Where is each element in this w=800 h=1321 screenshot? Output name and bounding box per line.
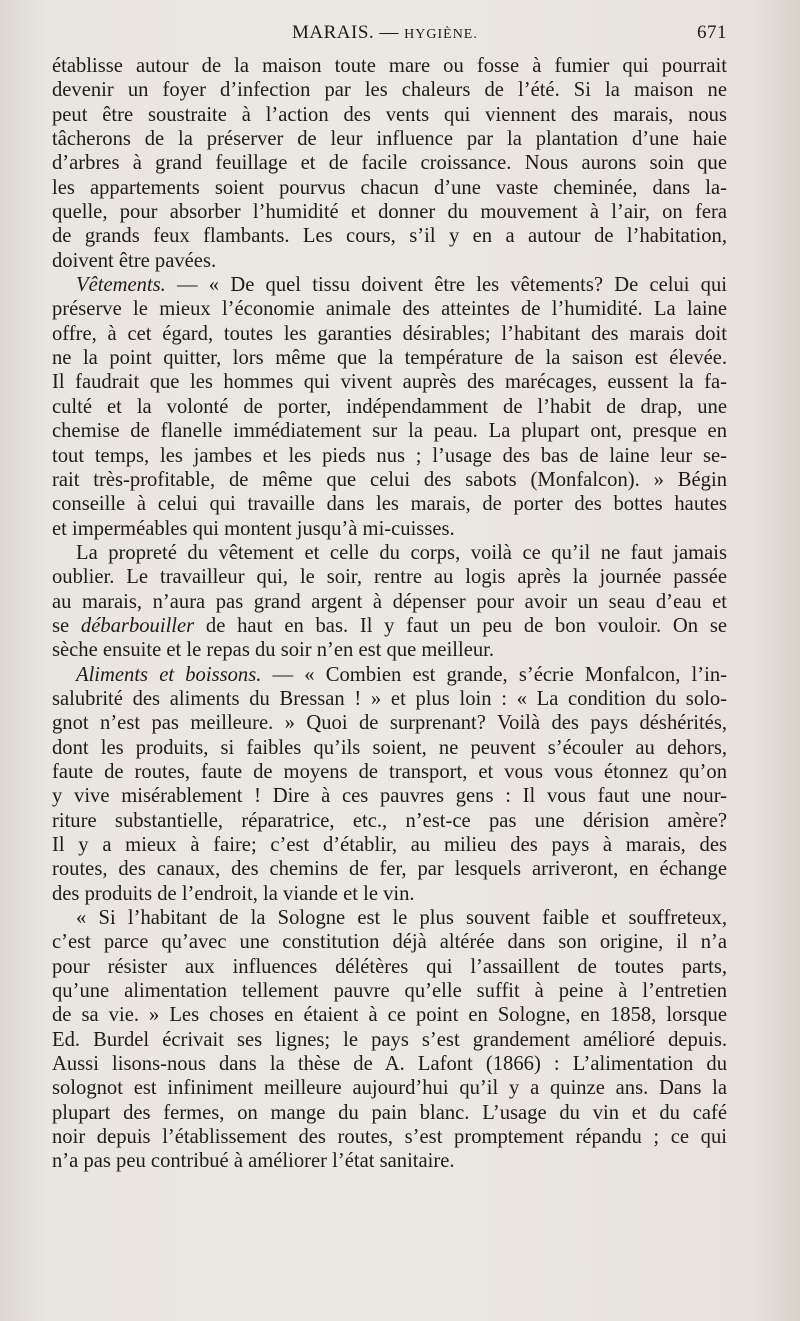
- text-line: [52, 906, 727, 930]
- text-line: [52, 955, 727, 979]
- paragraph: [52, 663, 727, 906]
- line-text: les appartements soient pourvus chacun d’une vaste cheminée, dans la-: [52, 176, 727, 199]
- line-text: noir depuis l’établissement des routes, s’est promptement répandu ; ce qui: [52, 1126, 727, 1149]
- line-text: gnot n’est pas meilleure. » Quoi de surprenant? Voilà des pays déshérités,: [52, 712, 727, 735]
- line-text: solognot est infiniment meilleure aujourd’hui qu’il y a quinze ans. Dans la: [52, 1077, 727, 1100]
- text-line: [52, 1125, 727, 1149]
- text-line: [52, 590, 727, 614]
- line-text: devenir un foyer d’infection par les chaleurs de l’été. Si la maison ne: [52, 79, 727, 102]
- text-line: [52, 687, 727, 711]
- running-title-main: MARAIS. —: [292, 22, 399, 43]
- text-line: [52, 857, 727, 881]
- line-text: conseille à celui qui travaille dans les marais, de porter des bottes hautes: [52, 493, 727, 516]
- line-text: qu’une alimentation tellement pauvre qu’elle suffit à peine à l’entretien: [52, 980, 727, 1003]
- line-text: culté et la volonté de porter, indépendamment de l’habit de drap, une: [52, 395, 727, 418]
- line-text: ne la point quitter, lors même que la température de la saison est élevée.: [52, 347, 727, 370]
- line-text: tout temps, les jambes et les pieds nus ; l’usage des bas de laine leur se-: [52, 444, 727, 467]
- text-line: [52, 200, 727, 224]
- text-line: [52, 468, 727, 492]
- italic-text: débarbouiller: [80, 614, 195, 637]
- text-line: [52, 444, 727, 468]
- text-line: [52, 517, 727, 541]
- italic-text: Vêtements.: [76, 274, 166, 297]
- line-text: Il faudrait que les hommes qui vivent auprès des marécages, eussent la fa-: [52, 371, 727, 394]
- line-text: des produits de l’endroit, la viande et le vin.: [52, 882, 415, 905]
- line-text: y vive misérablement ! Dire à ces pauvres gens : Il vous faut une nour-: [52, 785, 727, 808]
- text-line: [52, 711, 727, 735]
- line-text: et imperméables qui montent jusqu’à mi-cuisses.: [52, 517, 455, 540]
- text-line: [52, 809, 727, 833]
- paragraph: [52, 273, 727, 541]
- text-line: [52, 930, 727, 954]
- line-text: — « Combien est grande, s’écrie Monfalcon, l’in-: [261, 663, 728, 686]
- body-text: [52, 54, 727, 1174]
- line-text: « Si l’habitant de la Sologne est le plus souvent faible et souffreteux,: [76, 907, 727, 930]
- text-line: [52, 1028, 727, 1052]
- text-line: [52, 882, 727, 906]
- line-text-before: se: [52, 614, 81, 637]
- running-title-sub: HYGIÈNE.: [404, 27, 478, 42]
- line-text: sèche ensuite et le repas du soir n’en est que meilleur.: [52, 639, 495, 662]
- line-text: plupart des fermes, on mange du pain blanc. L’usage du vin et du café: [52, 1101, 727, 1124]
- line-text: de grands feux flambants. Les cours, s’il y en a autour de l’habitation,: [52, 225, 727, 248]
- line-text: n’a pas peu contribué à améliorer l’état sanitaire.: [52, 1150, 455, 1173]
- line-text: routes, des canaux, des chemins de fer, par lesquels arriveront, en échange: [52, 858, 727, 881]
- text-line: [52, 1076, 727, 1100]
- text-line: [52, 736, 727, 760]
- paragraph: [52, 541, 727, 663]
- text-line: [52, 151, 727, 175]
- text-line: [52, 297, 727, 321]
- line-text: dont les produits, si faibles qu’ils soient, ne peuvent s’écouler au dehors,: [52, 736, 727, 759]
- text-line: [52, 492, 727, 516]
- text-line: [52, 54, 727, 78]
- text-line: [52, 78, 727, 102]
- italic-text: Aliments et boissons.: [76, 663, 262, 686]
- line-text: préserve le mieux l’économie animale des atteintes de l’humidité. La laine: [52, 298, 727, 321]
- line-text: chemise de flanelle immédiatement sur la peau. La plupart ont, presque en: [52, 420, 727, 443]
- text-line: [52, 176, 727, 200]
- line-text: La propreté du vêtement et celle du corps, voilà ce qu’il ne faut jamais: [76, 541, 727, 564]
- text-line: [52, 565, 727, 589]
- line-text: d’arbres à grand feuillage et de facile croissance. Nous aurons soin que: [52, 152, 727, 175]
- text-line: [52, 103, 727, 127]
- text-line: [52, 833, 727, 857]
- text-line: [52, 1003, 727, 1027]
- text-line: [52, 395, 727, 419]
- text-line: [52, 541, 727, 565]
- line-text: offre, à cet égard, toutes les garanties désirables; l’habitant des marais doit: [52, 322, 727, 345]
- paragraph: [52, 54, 727, 273]
- text-line: [52, 614, 727, 638]
- line-text: oublier. Le travailleur qui, le soir, rentre au logis après la journée passée: [52, 566, 727, 589]
- text-line: [52, 663, 727, 687]
- running-head: [52, 18, 727, 48]
- text-line: [52, 1101, 727, 1125]
- text-line: [52, 127, 727, 151]
- text-line: [52, 419, 727, 443]
- line-text: au marais, n’aura pas grand argent à dépenser pour avoir un seau d’eau et: [52, 590, 727, 613]
- line-text: Il y a mieux à faire; c’est d’établir, au milieu des pays à marais, des: [52, 834, 727, 856]
- running-title: [292, 22, 478, 44]
- text-line: [52, 1052, 727, 1076]
- line-text: riture substantielle, réparatrice, etc., n’est-ce pas une dérision amère?: [52, 809, 727, 832]
- text-line: [52, 979, 727, 1003]
- page-number: 671: [697, 22, 727, 43]
- line-text: c’est parce qu’avec une constitution déjà altérée dans son origine, il n’a: [52, 931, 727, 954]
- line-text: peut être soustraite à l’action des vents qui viennent des marais, nous: [52, 103, 727, 126]
- text-line: [52, 370, 727, 394]
- line-text: salubrité des aliments du Bressan ! » et plus loin : « La condition du solo-: [52, 687, 727, 710]
- text-line: [52, 638, 727, 662]
- text-line: [52, 760, 727, 784]
- line-text: de sa vie. » Les choses en étaient à ce point en Sologne, en 1858, lorsque: [52, 1004, 727, 1027]
- text-line: [52, 273, 727, 297]
- text-line: [52, 224, 727, 248]
- paragraph: [52, 906, 727, 1174]
- text-line: [52, 249, 727, 273]
- line-text: tâcherons de la préserver de leur influence par la plantation d’une haie: [52, 128, 727, 151]
- line-text: quelle, pour absorber l’humidité et donner du mouvement à l’air, on fera: [52, 201, 727, 224]
- line-text: de haut en bas. Il y faut un peu de bon vouloir. On se: [194, 614, 727, 637]
- text-line: [52, 346, 727, 370]
- line-text: — « De quel tissu doivent être les vêtements? De celui qui: [165, 274, 727, 297]
- line-text: Aussi lisons-nous dans la thèse de A. Lafont (1866) : L’alimentation du: [52, 1053, 727, 1076]
- line-text: établisse autour de la maison toute mare ou fosse à fumier qui pourrait: [52, 55, 727, 77]
- line-text: faute de routes, faute de moyens de transport, et vous vous étonnez qu’on: [52, 760, 727, 783]
- text-line: [52, 322, 727, 346]
- line-text: Ed. Burdel écrivait ses lignes; le pays s’est grandement amélioré depuis.: [52, 1028, 727, 1051]
- line-text: pour résister aux influences délétères qui l’assaillent de toutes parts,: [52, 955, 727, 978]
- text-line: [52, 1149, 727, 1173]
- line-text: doivent être pavées.: [52, 249, 217, 272]
- text-line: [52, 784, 727, 808]
- line-text: rait très-profitable, de même que celui des sabots (Monfalcon). » Bégin: [52, 468, 727, 491]
